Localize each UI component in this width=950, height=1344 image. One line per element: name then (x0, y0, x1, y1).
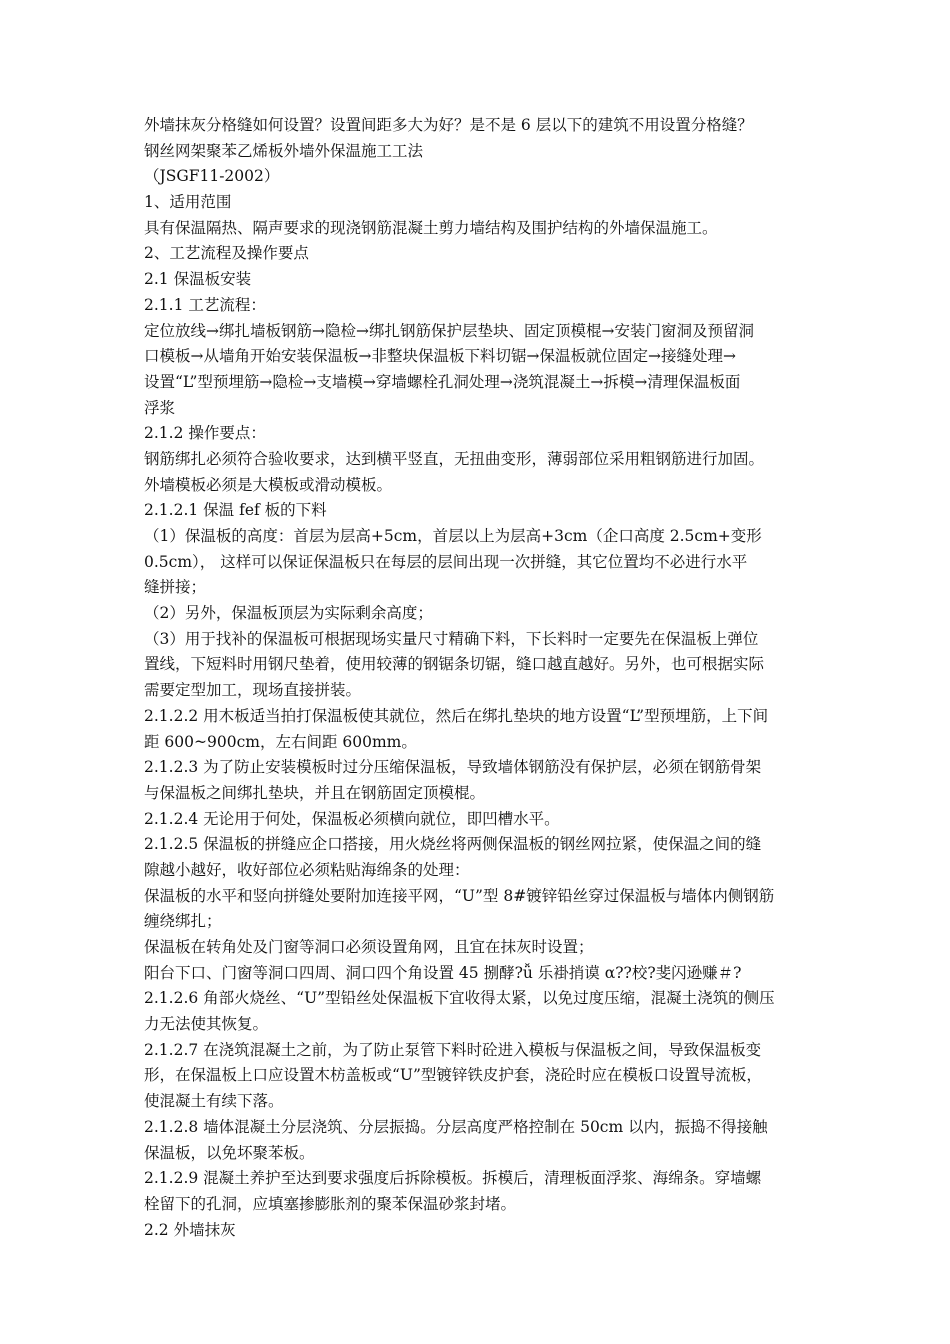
standard-code: （JSGF11-2002） (144, 167, 280, 186)
subsection-heading: 2.1.2.1 保温 fef 板的下料 (144, 501, 327, 520)
paragraph-line: 阳台下口、门窗等洞口四周、洞口四个角设置 45 捌酵?ǚ 乐褂捎谟 α??校?斐闪逊赚＃? (144, 963, 742, 982)
paragraph-line: 2.1.2.2 用木板适当拍打保温板使其就位，然后在绑扎垫块的地方设置“L”型预埋筋，上下间 (144, 706, 769, 725)
paragraph-line: 2.1.2.6 角部火烧丝、“U”型铅丝处保温板下宜收得太紧，以免过度压缩，混凝土浇筑的侧压 (144, 989, 775, 1008)
paragraph-line: 定位放线→绑扎墙板钢筋→隐检→绑扎钢筋保护层垫块、固定顶模棍→安装门窗洞及预留洞 (144, 321, 754, 340)
paragraph-line: 与保温板之间绑扎垫块，并且在钢筋固定顶模棍。 (144, 783, 486, 802)
paragraph-line: 浮浆 (144, 398, 176, 417)
question-heading: 外墙抹灰分格缝如何设置？设置间距多大为好？是不是 6 层以下的建筑不用设置分格缝？ (144, 116, 753, 134)
paragraph-line: 需要定型加工，现场直接拼装。 (144, 681, 362, 700)
paragraph-line: 0.5cm）， 这样可以保证保温板只在每层的层间出现一次拼缝，其它位置均不必进行水平 (144, 552, 748, 571)
paragraph-line: 保温板，以免坏聚苯板。 (144, 1143, 315, 1162)
paragraph-line: 2.1.2.3 为了防止安装模板时过分压缩保温板，导致墙体钢筋没有保护层，必须在钢筋骨架 (144, 758, 762, 777)
paragraph-line: （2）另外，保温板顶层为实际剩余高度； (144, 604, 433, 623)
paragraph-line: 口模板→从墙角开始安装保温板→非整块保温板下料切锯→保温板就位固定→接缝处理→ (144, 347, 736, 366)
paragraph-line: 外墙模板必须是大模板或滑动模板。 (144, 475, 393, 494)
paragraph-line: 缠绕绑扎； (144, 912, 222, 931)
section-heading-scope: 1、适用范围 (144, 193, 232, 212)
paragraph-line: 缝拼接； (144, 578, 207, 597)
subsection-heading: 2.1 保温板安装 (144, 270, 252, 289)
paragraph-line: 2.1.2.5 保温板的拼缝应企口搭接，用火烧丝将两侧保温板的钢丝网拉紧，使保温之间的缝 (144, 835, 762, 854)
paragraph-line: 使混凝土有续下落。 (144, 1092, 284, 1111)
paragraph-line: 隙越小越好，收好部位必须粘贴海绵条的处理： (144, 860, 470, 879)
section-heading-process: 2、工艺流程及操作要点 (144, 244, 309, 263)
section-heading-plaster: 2.2 外墙抹灰 (144, 1220, 236, 1239)
document-title: 钢丝网架聚苯乙烯板外墙外保温施工工法 (144, 141, 424, 160)
paragraph-line: 2.1.2.9 混凝土养护至达到要求强度后拆除模板。拆模后，清理板面浮浆、海绵条。穿墙螺 (144, 1169, 762, 1188)
paragraph-line: 栓留下的孔洞，应填塞掺膨胀剂的聚苯保温砂浆封堵。 (144, 1194, 517, 1213)
paragraph-line: （1）保温板的高度：首层为层高+5cm，首层以上为层高+3cm（企口高度 2.5cm+变形 (144, 527, 762, 545)
paragraph-line: 保温板在转角处及门窗等洞口必须设置角网，且宜在抹灰时设置； (144, 938, 594, 956)
paragraph-line: 设置“L”型预埋筋→隐检→支墙模→穿墙螺栓孔洞处理→浇筑混凝土→拆模→清理保温板面 (144, 372, 741, 391)
paragraph-line: 2.1.2.7 在浇筑混凝土之前，为了防止泵管下料时砼进入模板与保温板之间，导致保温板变 (144, 1040, 762, 1059)
paragraph-line: 距 600~900cm，左右间距 600mm。 (144, 732, 417, 751)
paragraph-line: 保温板的水平和竖向拼缝处要附加连接平网，“U”型 8#镀锌铅丝穿过保温板与墙体内侧钢筋 (144, 886, 775, 905)
paragraph-line: 2.1.2.4 无论用于何处，保温板必须横向就位，即凹槽水平。 (144, 809, 560, 828)
document-body (144, 113, 812, 1243)
subsection-heading: 2.1.2 操作要点： (144, 424, 266, 443)
paragraph-line: 2.1.2.8 墙体混凝土分层浇筑、分层振捣。分层高度严格控制在 50cm 以内，振捣不得接触 (144, 1117, 768, 1136)
paragraph-line: 置线，下短料时用钢尺垫着，使用较薄的钢锯条切锯，缝口越直越好。另外，也可根据实际 (144, 655, 765, 674)
paragraph-line: （3）用于找补的保温板可根据现场实量尺寸精确下料，下长料时一定要先在保温板上弹位 (144, 629, 759, 648)
paragraph-line: 钢筋绑扎必须符合验收要求，达到横平竖直，无扭曲变形，薄弱部位采用粗钢筋进行加固。 (144, 449, 765, 468)
paragraph-line: 形，在保温板上口应设置木枋盖板或“U”型镀锌铁皮护套，浇砼时应在模板口设置导流板， (144, 1066, 762, 1085)
paragraph-line: 具有保温隔热、隔声要求的现浇钢筋混凝土剪力墙结构及围护结构的外墙保温施工。 (144, 218, 718, 237)
paragraph-line: 力无法使其恢复。 (144, 1015, 269, 1034)
subsection-heading: 2.1.1 工艺流程： (144, 295, 266, 314)
